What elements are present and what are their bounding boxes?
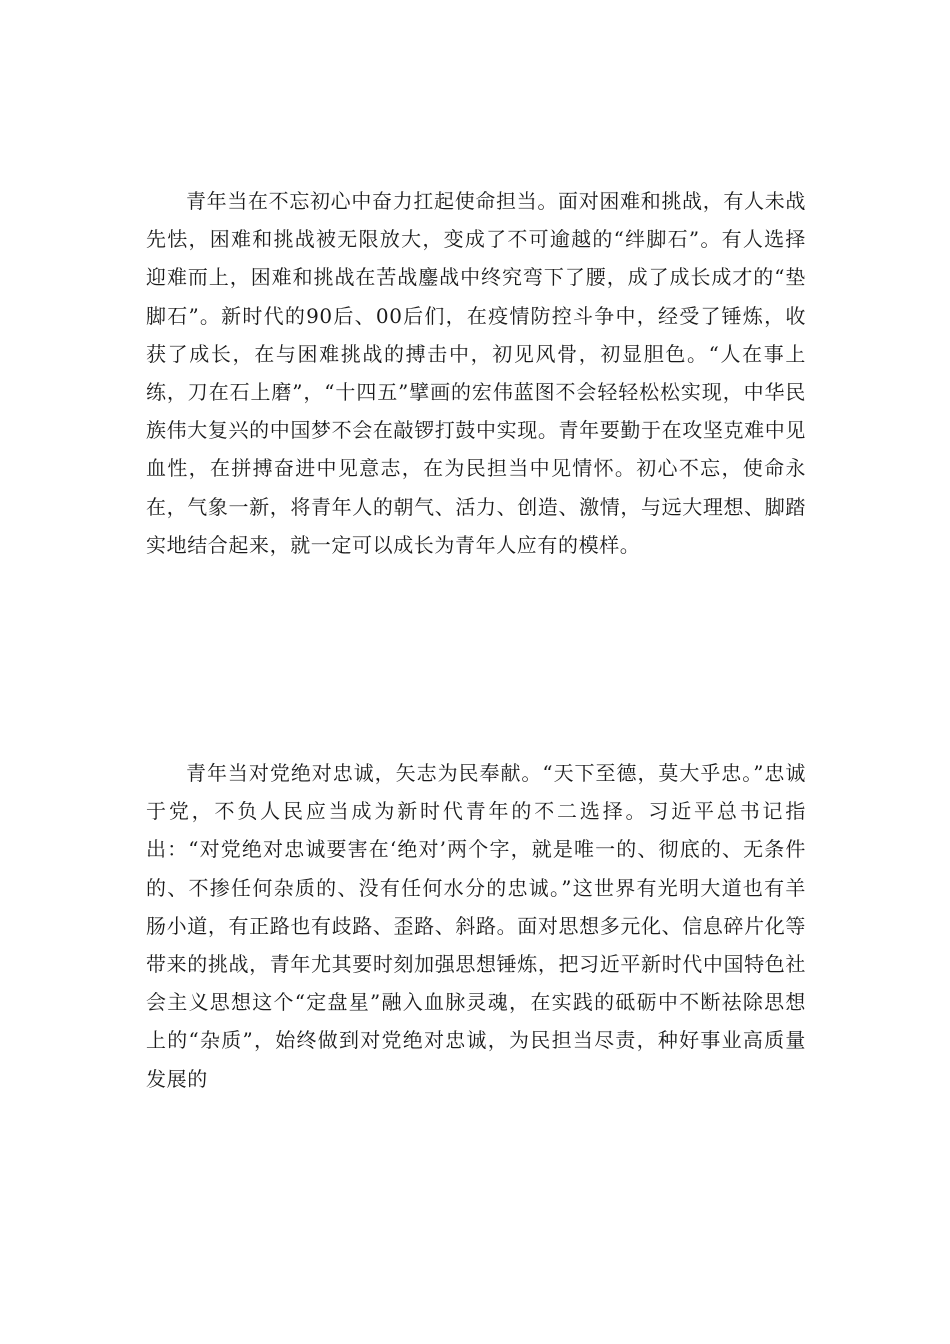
paragraph-1: 青年当在不忘初心中奋力扛起使命担当。面对困难和挑战，有人未战先怯，困难和挑战被无限放大，变成了不可逾越的“绊脚石”。有人选择迎难而上，困难和挑战在苦战鏖战中终究弯下了腰，成了成长成才的“垫脚石”。新时代的90后、00后们，在疫情防控斗争中，经受了锤炼，收获了成长，在与困难挑战的搏击中，初见风骨，初显胆色。“人在事上练，刀在石上磨”，“十四五”擘画的宏伟蓝图不会轻轻松松实现，中华民族伟大复兴的中国梦不会在敲锣打鼓中实现。青年要勤于在攻坚克难中见血性，在拼搏奋进中见意志，在为民担当中见情怀。初心不忘，使命永在，气象一新，将青年人的朝气、活力、创造、激情，与远大理想、脚踏实地结合起来，就一定可以成长为青年人应有的模样。 [146,189,806,557]
paragraph-2: 青年当对党绝对忠诚，矢志为民奉献。“天下至德，莫大乎忠。”忠诚于党，不负人民应当成为新时代青年的不二选择。习近平总书记指出：“对党绝对忠诚要害在‘绝对’两个字，就是唯一的、彻底的、无条件的、不掺任何杂质的、没有任何水分的忠诚。”这世界有光明大道也有羊肠小道，有正路也有歧路、歪路、斜路。面对思想多元化、信息碎片化等带来的挑战，青年尤其要时刻加强思想锤炼，把习近平新时代中国特色社会主义思想这个“定盘星”融入血脉灵魂，在实践的砥砺中不断祛除思想上的“杂质”，始终做到对党绝对忠诚，为民担当尽责，种好事业高质量发展的 [146,761,806,1091]
